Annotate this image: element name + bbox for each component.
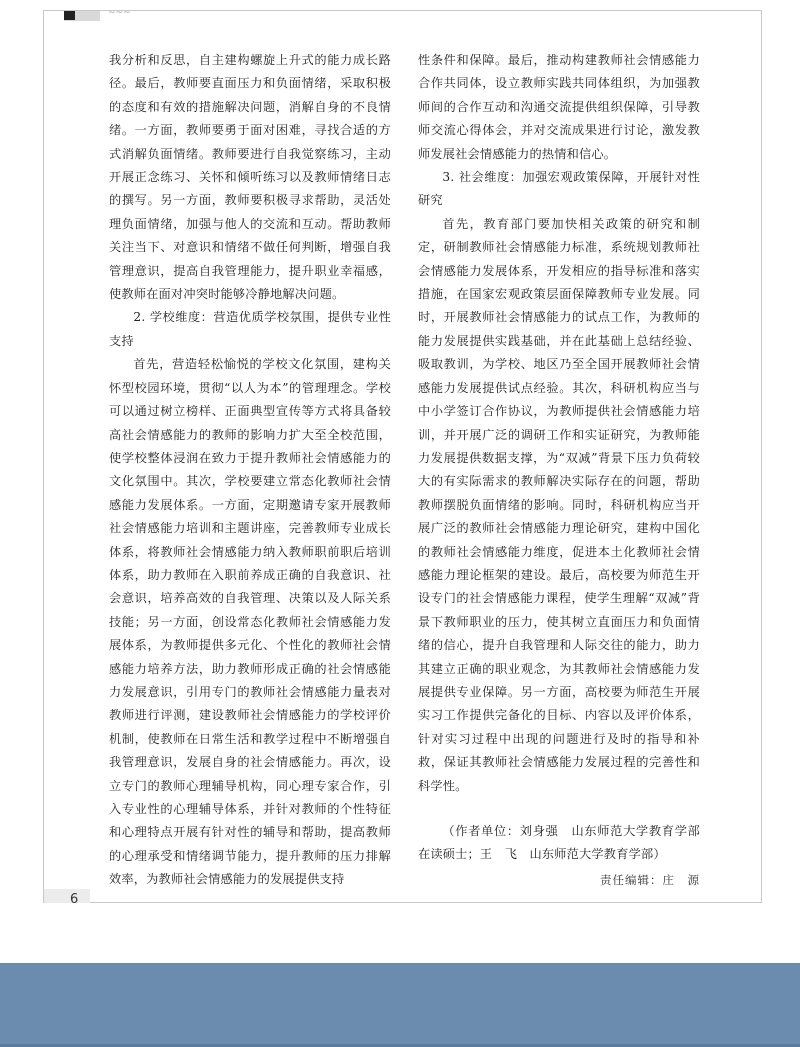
- right-paragraph-2: 首先，教育部门要加快相关政策的研究和制定，研制教师社会情感能力标准，系统规划教师社会情感能力发展体系，开发相应的指导标准和落实措施，在国家宏观政策层面保障教师专业发展。同时，开展教师社会情感能力的试点工作，为教师的能力发展提供实践基础，并在此基础上总结经验、吸取教训，为学校、地区乃至全国开展教师社会情感能力发展提供试点经验。其次，科研机构应当与中小学签订合作协议，为教师提供社会情感能力培训，并开展广泛的调研工作和实证研究，为教师能力发展提供数据支撑，为“双减”背景下压力负荷较大的有实际需求的教师解决实际存在的问题，帮助教师摆脱负面情绪的影响。同时，科研机构应当开展广泛的教师社会情感能力理论研究，建构中国化的教师社会情感能力维度，促进本土化教师社会情感能力理论框架的建设。最后，高校要为师范生开设专门的社会情感能力课程，使学生理解“双减”背景下教师职业的压力，使其树立直面压力和负面情绪的信心，提升自我管理和人际交往的能力，助力其建立正确的职业观念，为其教师社会情感能力发展提供专业保障。另一方面，高校要为师范生开展实习工作提供完备化的目标、内容以及评价体系，针对实习过程中出现的问题进行及时的指导和补救，保证其教师社会情感能力发展过程的完善性和科学性。: [418, 216, 700, 793]
- author-affiliation: （作者单位：刘身强 山东师范大学教育学部在读硕士；王 飞 山东师范大学教育学部）: [418, 824, 700, 862]
- page-number-box: [44, 889, 90, 903]
- left-paragraph-2: 首先，营造轻松愉悦的学校文化氛围，建构关怀型校园环境，贯彻“以人为本”的管理理念。学校可以通过树立榜样、正面典型宣传等方式将具备较高社会情感能力的教师的影响力扩大至全校范围，使学校整体浸润在致力于提升教师社会情感能力的文化氛围中。其次，学校要建立常态化教师社会情感能力发展体系。一方面，定期邀请专家开展教师社会情感能力培训和主题讲座，完善教师专业成长体系，将教师社会情感能力纳入教师职前职后培训体系，助力教师在入职前养成正确的自我意识、社会意识，培养高效的自我管理、决策以及人际关系技能；另一方面，创设常态化教师社会情感能力发展体系，为教师提供多元化、个性化的教师社会情感能力培养方法，助力教师形成正确的社会情感能力发展意识，引用专门的教师社会情感能力量表对教师进行评测，建设教师社会情感能力的学校评价机制，使教师在日常生活和教学过程中不断增强自我管理意识，发展自身的社会情感能力。再次，设立专门的教师心理辅导机构，同心理专家合作，引入专业性的心理辅导体系，并针对教师的个性特征和心理特点开展有针对性的辅导和帮助，提高教师的心理承受和情绪调节能力，提升教师的压力排解效率，为教师社会情感能力的发展提供支持: [109, 357, 391, 887]
- left-column: [109, 49, 391, 892]
- paper-page: [43, 8, 762, 907]
- right-paragraph-1: 性条件和保障。最后，推动构建教师社会情感能力合作共同体，设立教师实践共同体组织，为加强教师间的合作互动和沟通交流提供组织保障，引导教师交流心得体会，并对交流成果进行讨论，激发教师发展社会情感能力的热情和信心。: [418, 53, 700, 161]
- corner-square-icon: [64, 11, 75, 20]
- responsible-editor: 责任编辑：庄 源: [600, 872, 700, 887]
- bottom-band: [0, 963, 800, 1047]
- section-heading-society: 3. 社会维度：加强宏观政策保障，开展针对性研究: [418, 170, 700, 208]
- corner-mark: [64, 11, 100, 21]
- page-number: 6: [70, 892, 79, 907]
- right-column: [418, 49, 700, 892]
- left-paragraph-1: 我分析和反思，自主建构螺旋上升式的能力成长路径。最后，教师要直面压力和负面情绪，采取积极的态度和有效的措施解决问题，消解自身的不良情绪。一方面，教师要勇于面对困难，寻找合适的方式消解负面情绪。教师要进行自我觉察练习，主动开展正念练习、关怀和倾听练习以及教师情绪日志的撰写。另一方面，教师要积极寻求帮助，灵活处理负面情绪，加强与他人的交流和互动。帮助教师关注当下、对意识和情绪不做任何判断，增强自我管理意识，提高自我管理能力，提升职业幸福感，使教师在面对冲突时能够冷静地解决问题。: [109, 53, 391, 302]
- section-heading-school: 2. 学校维度：营造优质学校氛围，提供专业性支持: [109, 310, 391, 348]
- corner-text: ~~~: [108, 8, 131, 18]
